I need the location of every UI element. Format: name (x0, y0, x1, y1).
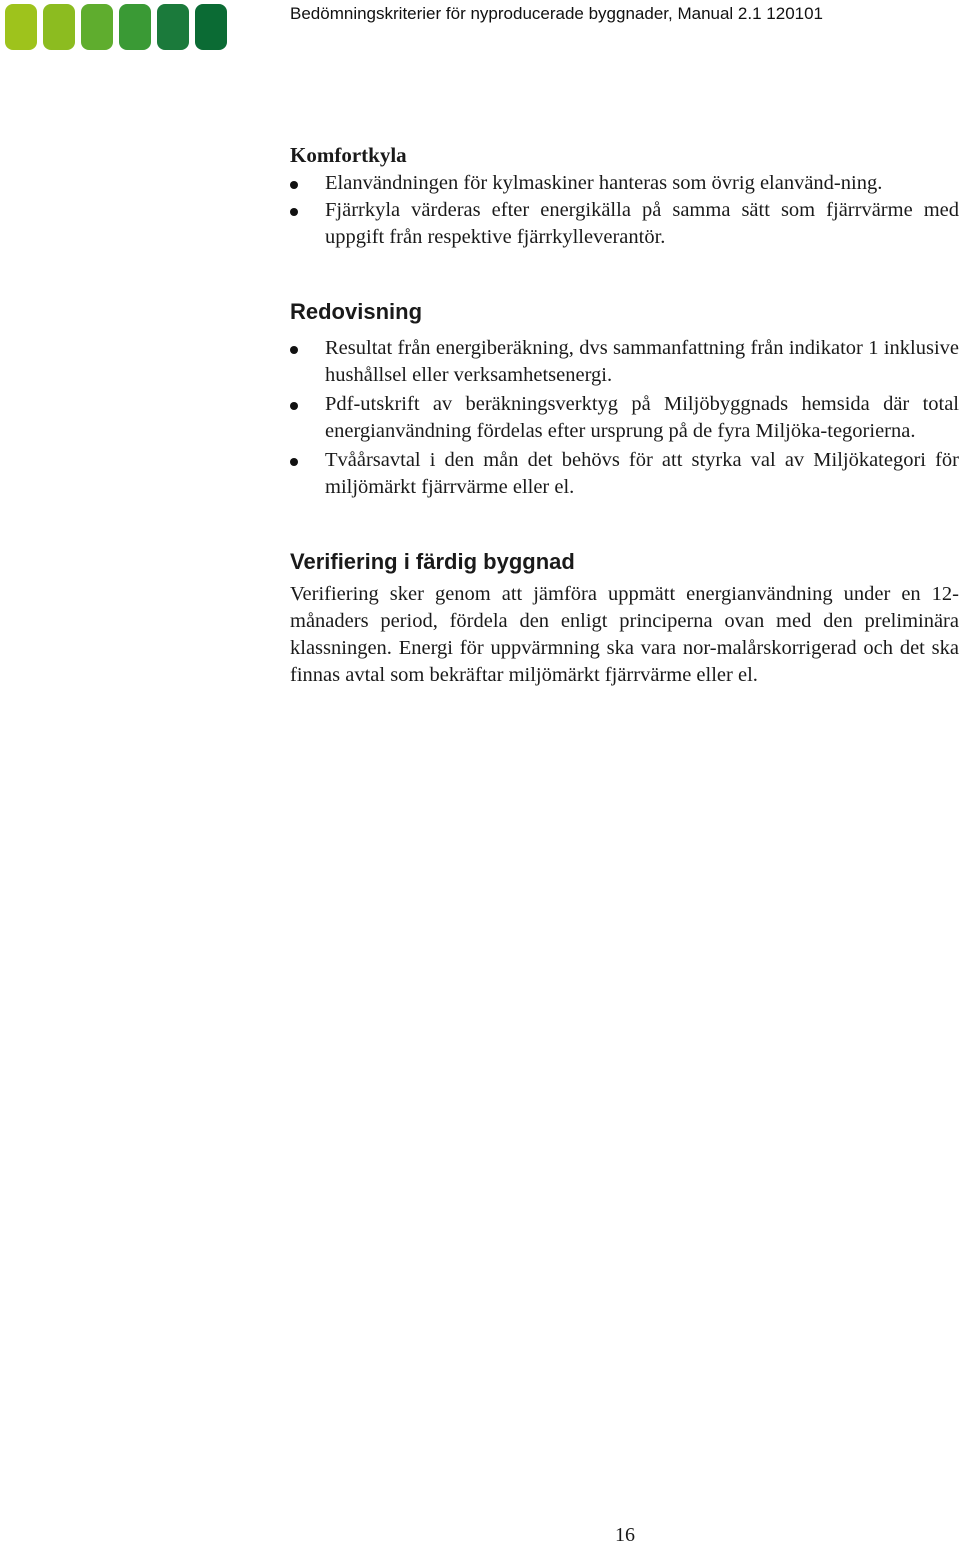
section-verifiering (290, 547, 959, 689)
logo-square-4 (119, 4, 151, 50)
page-number: 16 (615, 1524, 635, 1546)
bullet-icon (290, 181, 298, 189)
list-item-text: Tvåårsavtal i den mån det behövs för att styrka val av Miljökategori för miljömärkt fjärrvärme eller el. (325, 449, 959, 498)
section-heading: Verifiering i färdig byggnad (290, 549, 575, 574)
section-heading: Redovisning (290, 299, 423, 324)
list-item (290, 170, 959, 197)
document-header-title: Bedömningskriterier för nyproducerade byggnader, Manual 2.1 120101 (290, 4, 824, 23)
logo (5, 4, 227, 50)
logo-square-5 (157, 4, 189, 50)
logo-square-6 (195, 4, 227, 50)
section-redovisning (290, 297, 959, 501)
bullet-icon (290, 458, 298, 466)
list-item-text: Fjärrkyla värderas efter energikälla på samma sätt som fjärrvärme med uppgift från respektive fjärrkylleverantör. (325, 199, 959, 248)
logo-square-2 (43, 4, 75, 50)
page-content (290, 140, 959, 689)
bullet-icon (290, 346, 298, 354)
list-item (290, 335, 959, 389)
bullet-icon (290, 208, 298, 216)
section-komfortkyla (290, 140, 959, 251)
list-item-text: Resultat från energiberäkning, dvs sammanfattning från indikator 1 inklusive hushållsel eller verksamhetsenergi. (325, 337, 959, 386)
list-item (290, 391, 959, 445)
logo-square-3 (81, 4, 113, 50)
bullet-list (290, 170, 959, 251)
body-paragraph: Verifiering sker genom att jämföra uppmätt energianvändning under en 12-månaders period, fördela den enligt principerna ovan med den preliminära klassningen. Energi för uppvärmning ska vara nor-malårskorrigerad och det ska finnas avtal som bekräftar miljömärkt fjärrvärme eller el. (290, 583, 959, 686)
section-heading: Komfortkyla (290, 143, 407, 167)
list-item-text: Pdf-utskrift av beräkningsverktyg på Miljöbyggnads hemsida där total energianvändning fördelas efter ursprung på de fyra Miljöka-tegorierna. (325, 393, 959, 442)
bullet-icon (290, 402, 298, 410)
list-item (290, 197, 959, 251)
list-item-text: Elanvändningen för kylmaskiner hanteras som övrig elanvänd-ning. (325, 172, 883, 194)
bullet-list (290, 335, 959, 501)
list-item (290, 447, 959, 501)
logo-square-1 (5, 4, 37, 50)
